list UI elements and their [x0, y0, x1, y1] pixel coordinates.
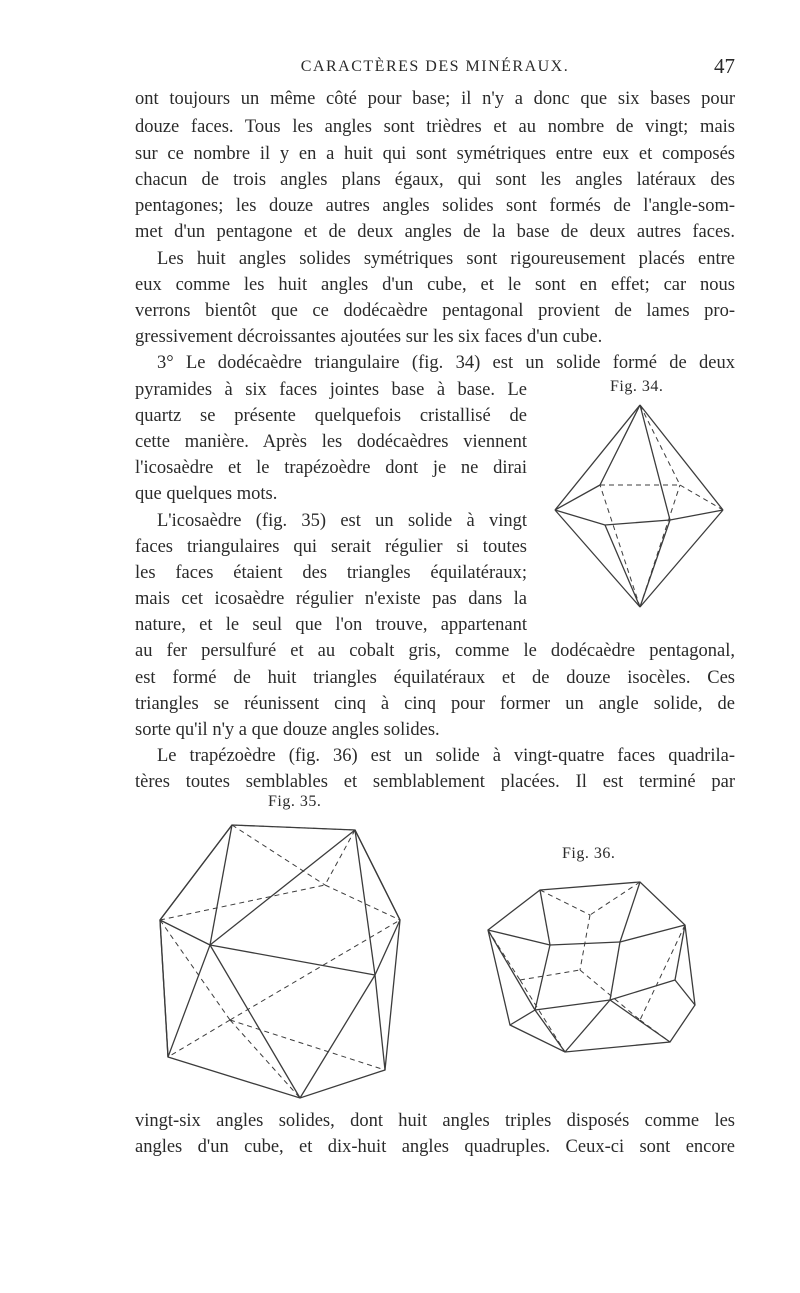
text-line: gressivement décroissantes ajoutées sur les six faces d'un cube.: [135, 327, 603, 347]
figure-34-hexagonal-bipyramid: [545, 395, 735, 615]
text-line: est formé de huit triangles équilatéraux et de douze isocèles. Ces: [135, 668, 735, 688]
text-line: mais cet icosaèdre régulier n'existe pas dans la: [135, 589, 527, 609]
text-line: cette manière. Après les dodécaèdres viennent: [135, 432, 527, 452]
text-line: met d'un pentagone et de deux angles de la base de deux autres faces.: [135, 222, 735, 242]
text-line: L'icosaèdre (fig. 35) est un solide à vingt: [157, 511, 527, 531]
text-line: eux comme les huit angles d'un cube, et le sont en effet; car nous: [135, 275, 735, 295]
figure-34-caption: Fig. 34.: [610, 378, 664, 395]
text-line: ont toujours un même côté pour base; il n'y a donc que six bases pour: [135, 89, 735, 109]
text-line: Le trapézoèdre (fig. 36) est un solide à vingt-quatre faces quadrila-: [157, 746, 735, 766]
text-line: vingt-six angles solides, dont huit angles triples disposés comme les: [135, 1111, 735, 1131]
text-line: quartz se présente quelquefois cristallisé de: [135, 406, 527, 426]
text-line: que quelques mots.: [135, 484, 278, 504]
page-header: [135, 54, 735, 86]
text-line: sur ce nombre il y en a huit qui sont symétriques entre eux et composés: [135, 144, 735, 164]
text-line: Les huit angles solides symétriques sont rigoureusement placés entre: [157, 249, 735, 269]
text-line: 3° Le dodécaèdre triangulaire (fig. 34) est un solide formé de deux: [157, 353, 735, 373]
text-line: douze faces. Tous les angles sont trièdres et au nombre de vingt; mais: [135, 117, 735, 137]
figure-36-caption: Fig. 36.: [562, 845, 616, 862]
text-line: l'icosaèdre et le trapézoèdre dont je ne dirai: [135, 458, 527, 478]
figure-36-trapezohedron: [480, 870, 705, 1060]
text-line: verrons bientôt que ce dodécaèdre pentagonal provient de lames pro-: [135, 301, 735, 321]
text-line: les faces étaient des triangles équilatéraux;: [135, 563, 527, 583]
text-line: chacun de trois angles plans égaux, qui sont les angles latéraux des: [135, 170, 735, 190]
text-line: au fer persulfuré et au cobalt gris, comme le dodécaèdre pentagonal,: [135, 641, 735, 661]
page-number: 47: [714, 54, 735, 78]
text-line: triangles se réunissent cinq à cinq pour former un angle solide, de: [135, 694, 735, 714]
figure-35-caption: Fig. 35.: [268, 793, 322, 810]
text-line: sorte qu'il n'y a que douze angles solides.: [135, 720, 440, 740]
figure-35-icosahedron: [150, 815, 410, 1105]
text-line: pyramides à six faces jointes base à base. Le: [135, 380, 527, 400]
text-line: tères toutes semblables et semblablement placées. Il est terminé par: [135, 772, 735, 792]
text-line: faces triangulaires qui serait régulier si toutes: [135, 537, 527, 557]
text-line: nature, et le seul que l'on trouve, appartenant: [135, 615, 527, 635]
text-line: angles d'un cube, et dix-huit angles quadruples. Ceux-ci sont encore: [135, 1137, 735, 1157]
text-line: pentagones; les douze autres angles solides sont formés de l'angle-som-: [135, 196, 735, 216]
running-title: CARACTÈRES DES MINÉRAUX.: [300, 58, 570, 75]
